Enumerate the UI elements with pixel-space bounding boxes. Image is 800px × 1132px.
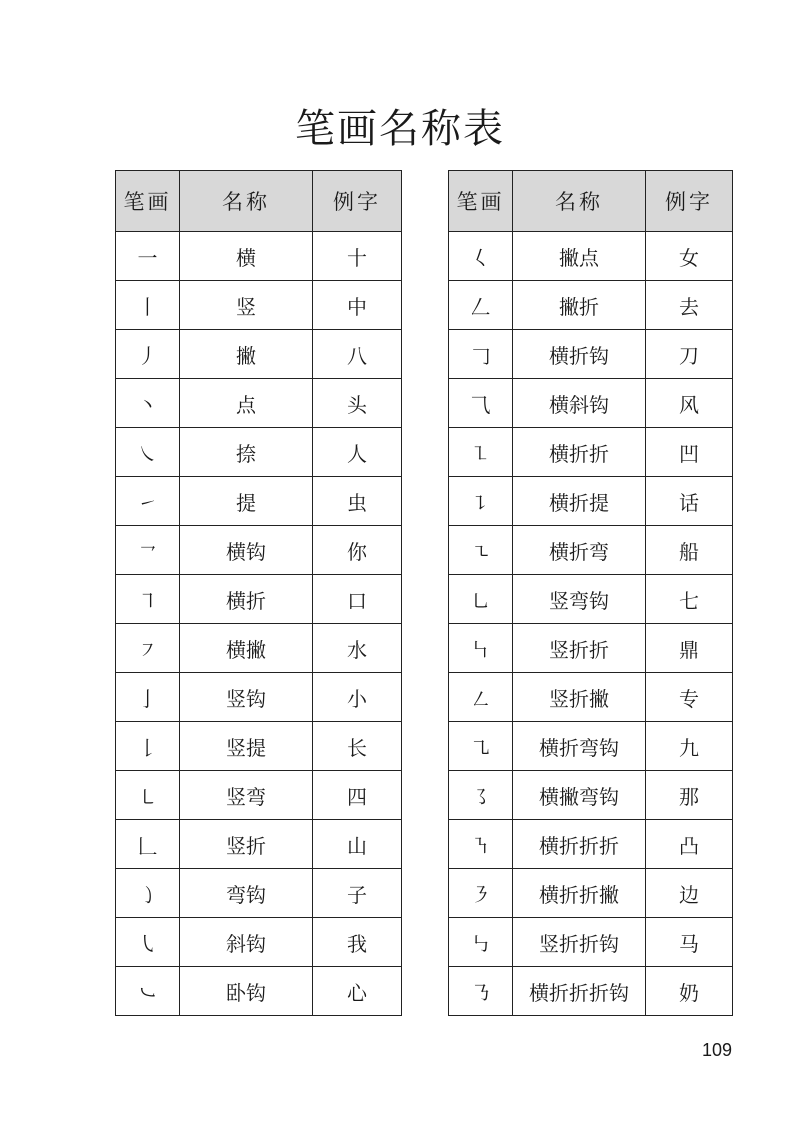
stroke-name: 竖弯 (180, 771, 313, 820)
stroke-name: 横折 (180, 575, 313, 624)
table-row (449, 379, 733, 428)
stroke-name: 弯钩 (180, 869, 313, 918)
stroke-name: 横折折撇 (513, 869, 646, 918)
example-char: 我 (313, 918, 402, 967)
example-char: 凸 (646, 820, 733, 869)
stroke-name: 撇 (180, 330, 313, 379)
stroke-glyph: ㇜ (449, 673, 513, 722)
table-row (116, 330, 402, 379)
example-char: 子 (313, 869, 402, 918)
table-row (449, 918, 733, 967)
table-row (116, 281, 402, 330)
stroke-name: 横撇 (180, 624, 313, 673)
table-row (449, 526, 733, 575)
stroke-glyph: 丶 (116, 379, 180, 428)
stroke-name: 横折弯钩 (513, 722, 646, 771)
example-char: 十 (313, 232, 402, 281)
stroke-table-left (115, 170, 402, 1016)
table-row (449, 869, 733, 918)
stroke-glyph: 𠃌 (449, 330, 513, 379)
stroke-name: 竖折撇 (513, 673, 646, 722)
example-char: 口 (313, 575, 402, 624)
stroke-table-left-body (116, 232, 402, 1016)
table-row (449, 232, 733, 281)
stroke-name: 竖弯钩 (513, 575, 646, 624)
stroke-glyph: ㇋ (449, 869, 513, 918)
header-stroke: 笔画 (449, 171, 513, 232)
table-row (449, 967, 733, 1016)
table-row (449, 624, 733, 673)
stroke-glyph: ㇌ (449, 771, 513, 820)
example-char: 长 (313, 722, 402, 771)
table-row (116, 624, 402, 673)
example-char: 九 (646, 722, 733, 771)
stroke-glyph: 丿 (116, 330, 180, 379)
example-char: 风 (646, 379, 733, 428)
stroke-glyph: ㇡ (449, 967, 513, 1016)
stroke-name: 横斜钩 (513, 379, 646, 428)
stroke-name: 点 (180, 379, 313, 428)
stroke-glyph: ㇕ (116, 575, 180, 624)
stroke-glyph: ㇉ (449, 918, 513, 967)
stroke-name: 竖折折 (513, 624, 646, 673)
example-char: 山 (313, 820, 402, 869)
table-row (116, 967, 402, 1016)
stroke-name: 竖折 (180, 820, 313, 869)
table-row (449, 722, 733, 771)
example-char: 奶 (646, 967, 733, 1016)
stroke-glyph: 𠃋 (449, 281, 513, 330)
stroke-name: 横折弯 (513, 526, 646, 575)
stroke-glyph: 丨 (116, 281, 180, 330)
example-char: 鼎 (646, 624, 733, 673)
stroke-glyph: ㇅ (449, 428, 513, 477)
stroke-glyph: ㇈ (449, 722, 513, 771)
stroke-name: 捺 (180, 428, 313, 477)
stroke-glyph: ㇟ (449, 575, 513, 624)
example-char: 水 (313, 624, 402, 673)
stroke-glyph: ㇎ (449, 820, 513, 869)
example-char: 人 (313, 428, 402, 477)
header-example: 例字 (646, 171, 733, 232)
example-char: 船 (646, 526, 733, 575)
stroke-name: 撇折 (513, 281, 646, 330)
page-number: 109 (701, 1040, 732, 1060)
example-char: 中 (313, 281, 402, 330)
example-char: 虫 (313, 477, 402, 526)
header-name: 名称 (513, 171, 646, 232)
table-row (116, 379, 402, 428)
stroke-glyph: ㇞ (449, 624, 513, 673)
stroke-glyph: ㇏ (116, 428, 180, 477)
stroke-name: 提 (180, 477, 313, 526)
example-char: 七 (646, 575, 733, 624)
stroke-name: 横钩 (180, 526, 313, 575)
table-row (116, 722, 402, 771)
example-char: 女 (646, 232, 733, 281)
stroke-glyph: ⺄ (449, 379, 513, 428)
stroke-name: 横折折折 (513, 820, 646, 869)
table-row (116, 820, 402, 869)
table-header-row (449, 171, 733, 232)
stroke-glyph: 𡿨 (449, 232, 513, 281)
example-char: 八 (313, 330, 402, 379)
stroke-glyph: ㇃ (116, 967, 180, 1016)
table-row (449, 428, 733, 477)
example-char: 去 (646, 281, 733, 330)
table-row (449, 281, 733, 330)
stroke-name: 横折钩 (513, 330, 646, 379)
stroke-table-right-body (449, 232, 733, 1016)
stroke-glyph: ㇁ (116, 869, 180, 918)
header-stroke: 笔画 (116, 171, 180, 232)
stroke-name: 横撇弯钩 (513, 771, 646, 820)
header-name: 名称 (180, 171, 313, 232)
table-row (116, 575, 402, 624)
stroke-table-right (448, 170, 733, 1016)
stroke-glyph: 𠃊 (116, 820, 180, 869)
stroke-name: 横 (180, 232, 313, 281)
stroke-name: 横折折 (513, 428, 646, 477)
stroke-glyph: ㇊ (449, 477, 513, 526)
stroke-name: 竖提 (180, 722, 313, 771)
table-row (116, 673, 402, 722)
table-row (116, 428, 402, 477)
table-row (116, 918, 402, 967)
table-row (116, 477, 402, 526)
stroke-name: 横折提 (513, 477, 646, 526)
table-header-row (116, 171, 402, 232)
example-char: 凹 (646, 428, 733, 477)
table-row (116, 526, 402, 575)
stroke-glyph: ㇄ (116, 771, 180, 820)
table-row (449, 477, 733, 526)
stroke-name: 横折折折钩 (513, 967, 646, 1016)
table-row (116, 232, 402, 281)
stroke-glyph: ㇀ (116, 477, 180, 526)
table-row (449, 820, 733, 869)
example-char: 边 (646, 869, 733, 918)
stroke-name: 竖 (180, 281, 313, 330)
stroke-glyph: ㇂ (116, 918, 180, 967)
table-row (449, 673, 733, 722)
table-row (449, 771, 733, 820)
example-char: 心 (313, 967, 402, 1016)
stroke-name: 斜钩 (180, 918, 313, 967)
stroke-glyph: ㇖ (116, 526, 180, 575)
example-char: 你 (313, 526, 402, 575)
example-char: 那 (646, 771, 733, 820)
stroke-name: 竖折折钩 (513, 918, 646, 967)
example-char: 四 (313, 771, 402, 820)
example-char: 小 (313, 673, 402, 722)
stroke-glyph: ㇇ (116, 624, 180, 673)
example-char: 刀 (646, 330, 733, 379)
example-char: 头 (313, 379, 402, 428)
table-row (116, 869, 402, 918)
header-example: 例字 (313, 171, 402, 232)
stroke-name: 卧钩 (180, 967, 313, 1016)
stroke-glyph: 一 (116, 232, 180, 281)
table-row (449, 330, 733, 379)
page-title: 笔画名称表 (295, 105, 505, 152)
stroke-glyph: 亅 (116, 673, 180, 722)
stroke-glyph: ㇍ (449, 526, 513, 575)
example-char: 马 (646, 918, 733, 967)
stroke-glyph: 𠄌 (116, 722, 180, 771)
stroke-name: 竖钩 (180, 673, 313, 722)
table-row (449, 575, 733, 624)
example-char: 话 (646, 477, 733, 526)
stroke-name: 撇点 (513, 232, 646, 281)
example-char: 专 (646, 673, 733, 722)
table-row (116, 771, 402, 820)
